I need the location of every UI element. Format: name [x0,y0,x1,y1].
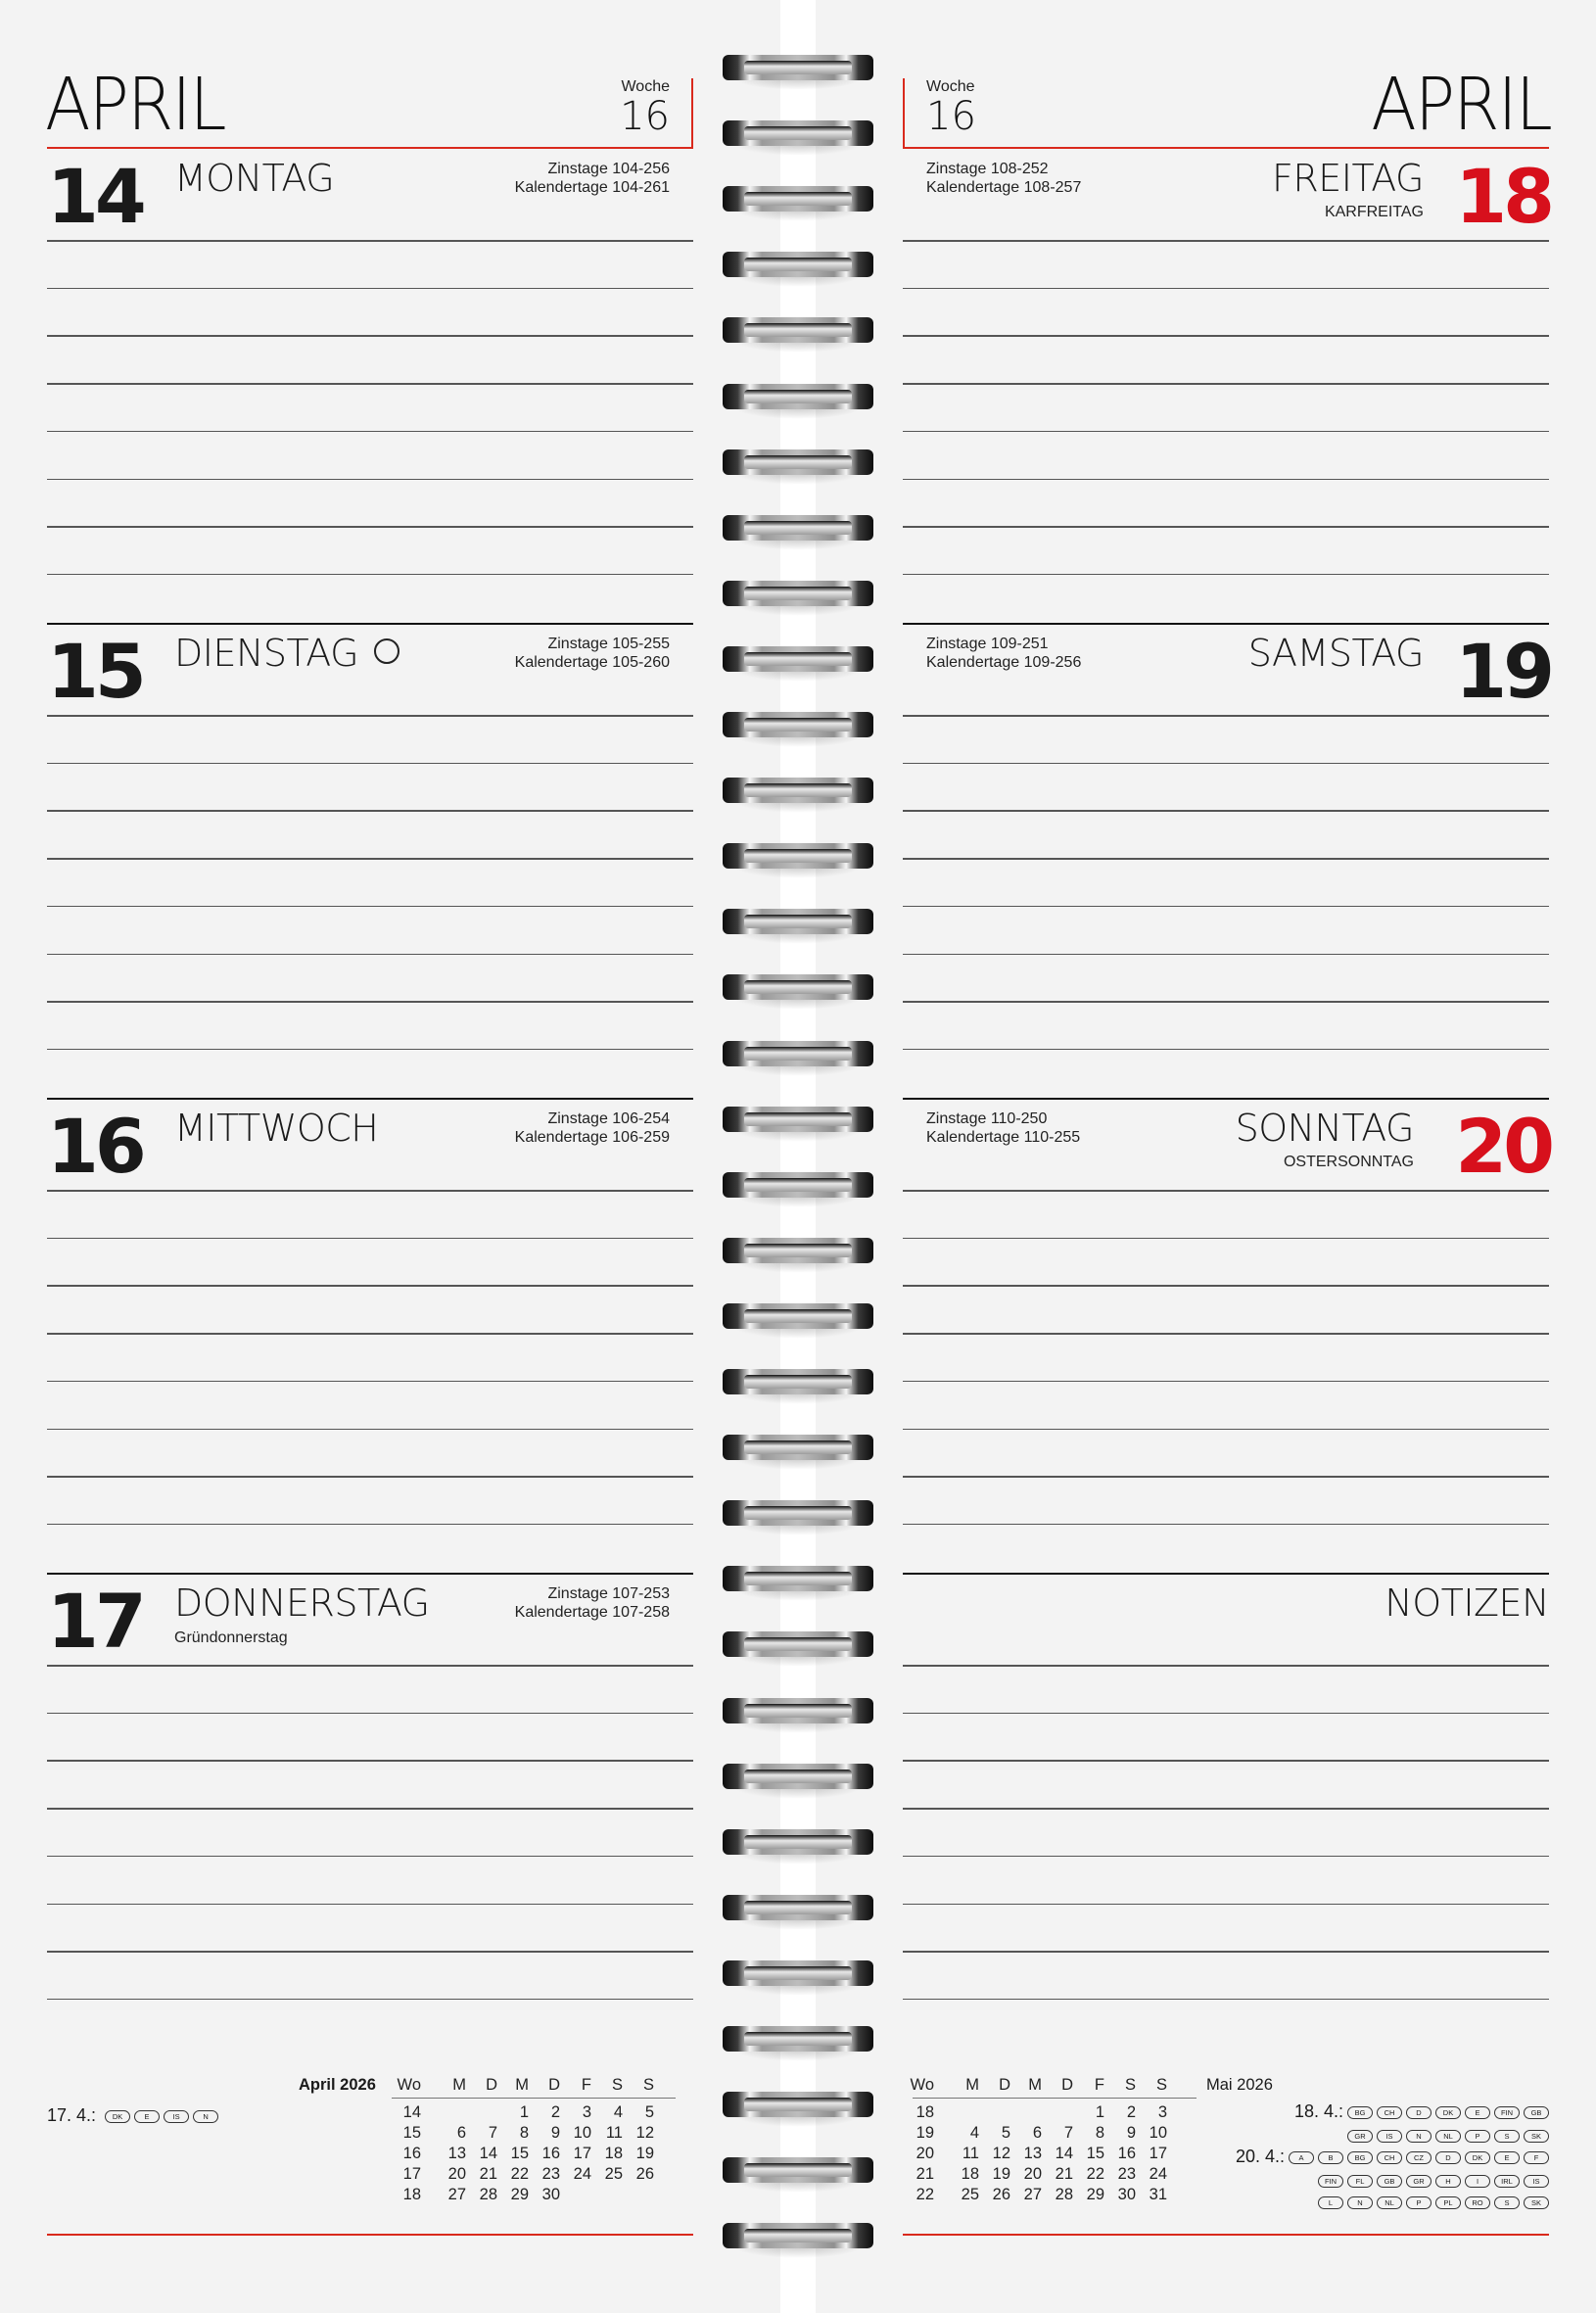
mini-calendar-day: 13 [447,2145,466,2162]
calendar-days: Kalendertage 104-261 [514,179,670,196]
country-chip: FL [1347,2175,1373,2188]
day-number: 15 [47,628,143,715]
mini-calendar-header: D [1061,2076,1073,2094]
country-chip: CH [1377,2151,1402,2164]
mini-calendar-header: M [965,2076,979,2094]
spiral-coil [723,1365,873,1398]
country-chip: E [134,2110,160,2123]
holiday-note: KARFREITAG [1324,204,1424,220]
writing-line [903,906,1549,908]
day-name: DIENSTAG [174,632,359,675]
country-chip: D [1435,2151,1461,2164]
mini-calendar-title: April 2026 [299,2076,376,2094]
writing-line [47,763,693,765]
writing-line [903,1999,1549,2001]
day-name: MONTAG [174,157,335,200]
writing-line [47,1999,693,2001]
writing-line [47,1665,693,1667]
writing-line [47,1760,693,1762]
writing-line [903,479,1549,481]
writing-line [47,288,693,290]
mini-calendar-may [910,2076,1197,2213]
writing-line [903,1856,1549,1858]
writing-line [47,1951,693,1953]
writing-line [47,858,693,860]
writing-line [47,431,693,433]
mini-calendar-day: 24 [573,2165,591,2183]
mini-calendar-day: 5 [644,2103,654,2121]
holiday-date-label: 20. 4.: [1235,2147,1285,2166]
country-chip: DK [1465,2151,1490,2164]
mini-calendar-day: 3 [1157,2103,1167,2121]
day-name: MITTWOCH [174,1107,379,1150]
mini-calendar-day: 28 [479,2186,497,2203]
spiral-coil [723,1168,873,1202]
calendar-days: Kalendertage 110-255 [926,1129,1081,1146]
mini-calendar-week: 14 [402,2103,421,2121]
spiral-coil [723,511,873,544]
mini-calendar-header: M [515,2076,529,2094]
mini-calendar-day: 4 [613,2103,623,2121]
day-name: DONNERSTAG [174,1581,430,1625]
writing-line [903,335,1549,337]
writing-line [47,479,693,481]
spiral-coil [723,1957,873,1990]
mini-calendar-week: 15 [402,2124,421,2142]
mini-calendar-day: 22 [510,2165,529,2183]
mini-calendar-day: 12 [992,2145,1010,2162]
right-month-title: APRIL [1371,63,1551,147]
mini-calendar-day: 22 [1086,2165,1104,2183]
country-chip: E [1465,2106,1490,2119]
holiday-countries-row [1294,2101,1549,2122]
country-chip: BG [1347,2106,1373,2119]
left-month-title: APRIL [45,63,225,147]
writing-line [903,858,1549,860]
day-separator [47,1573,693,1575]
mini-calendar-day: 12 [635,2124,654,2142]
mini-calendar-day: 19 [992,2165,1010,2183]
mini-calendar-day: 1 [519,2103,529,2121]
country-chip: N [1406,2130,1432,2143]
country-chip: SK [1524,2130,1549,2143]
spiral-coil [723,1825,873,1859]
calendar-days: Kalendertage 106-259 [514,1129,670,1146]
right-header-tick [903,78,905,149]
country-chip: GR [1347,2130,1373,2143]
country-chip: RO [1465,2196,1490,2209]
mini-calendar-week: 21 [915,2165,934,2183]
left-week-label: Woche [621,78,670,95]
country-chip: NL [1377,2196,1402,2209]
right-footer-rule [903,2234,1549,2236]
mini-calendar-april [392,2076,676,2213]
interest-days: Zinstage 105-255 [547,636,670,652]
holiday-countries-row [1343,2125,1549,2146]
spiral-coil [723,774,873,807]
spiral-coil [723,839,873,873]
country-chip: F [1524,2151,1549,2164]
mini-calendar-day: 4 [969,2124,979,2142]
writing-line [903,1904,1549,1906]
country-chip: CZ [1406,2151,1432,2164]
writing-line [903,1476,1549,1478]
mini-calendar-day: 10 [573,2124,591,2142]
spiral-coil [723,1234,873,1267]
mini-calendar-header: M [452,2076,466,2094]
writing-line [47,383,693,385]
writing-line [903,1049,1549,1051]
mini-calendar-rule [392,2098,676,2099]
writing-line [903,1665,1549,1667]
notes-title: NOTIZEN [1385,1581,1549,1625]
mini-calendar-day: 15 [1086,2145,1104,2162]
right-header-rule [903,147,1549,149]
writing-line [903,1951,1549,1953]
writing-line [903,763,1549,765]
writing-line [903,1381,1549,1383]
holiday-countries-row [1314,2170,1549,2191]
spiral-coil [723,117,873,150]
mini-calendar-day: 29 [1086,2186,1104,2203]
mini-calendar-day: 2 [550,2103,560,2121]
mini-calendar-title: Mai 2026 [1206,2076,1273,2094]
writing-line [47,1429,693,1431]
day-separator [903,1098,1549,1100]
spiral-coil [723,1496,873,1530]
spiral-coil [723,51,873,84]
writing-line [903,1333,1549,1335]
mini-calendar-day: 20 [447,2165,466,2183]
spiral-coil [723,1562,873,1595]
mini-calendar-header: M [1028,2076,1042,2094]
right-week-label: Woche [926,78,975,95]
mini-calendar-day: 7 [488,2124,497,2142]
spiral-coil [723,1431,873,1464]
day-name: SONNTAG [1235,1107,1414,1150]
mini-calendar-day: 11 [605,2124,623,2142]
mini-calendar-header: D [999,2076,1010,2094]
mini-calendar-header: S [611,2076,623,2094]
writing-line [47,810,693,812]
writing-line [47,1190,693,1192]
spiral-coil [723,2153,873,2187]
country-chip: P [1406,2196,1432,2209]
mini-calendar-header: S [1124,2076,1136,2094]
country-chip: GB [1377,2175,1402,2188]
mini-calendar-day: 30 [1117,2186,1136,2203]
writing-line [903,288,1549,290]
spiral-coil [723,2088,873,2121]
mini-calendar-day: 17 [1149,2145,1167,2162]
day-number: 16 [47,1103,143,1190]
spiral-coil [723,2219,873,2252]
holiday-countries-row [1314,2192,1549,2212]
spiral-coil [723,380,873,413]
writing-line [47,1713,693,1715]
mini-calendar-day: 15 [510,2145,529,2162]
country-chip: IRL [1494,2175,1520,2188]
mini-calendar-day: 21 [1055,2165,1073,2183]
writing-line [903,383,1549,385]
mini-calendar-day: 13 [1023,2145,1042,2162]
mini-calendar-day: 16 [1117,2145,1136,2162]
writing-line [47,1856,693,1858]
holiday-date-label: 18. 4.: [1293,2101,1343,2121]
spiral-coil [723,248,873,281]
country-chip: P [1465,2130,1490,2143]
spiral-coil [723,708,873,741]
mini-calendar-day: 26 [992,2186,1010,2203]
left-header-rule [47,147,693,149]
country-chip: A [1289,2151,1314,2164]
spiral-coil [723,1760,873,1793]
mini-calendar-day: 21 [479,2165,497,2183]
spiral-coil [723,905,873,938]
mini-calendar-day: 27 [1023,2186,1042,2203]
mini-calendar-day: 1 [1095,2103,1104,2121]
writing-line [47,1238,693,1240]
interest-days: Zinstage 106-254 [547,1110,670,1127]
country-chip: FIN [1494,2106,1520,2119]
country-chip: PL [1435,2196,1461,2209]
mini-calendar-day: 25 [604,2165,623,2183]
mini-calendar-day: 27 [447,2186,466,2203]
writing-line [903,526,1549,528]
mini-calendar-day: 28 [1055,2186,1073,2203]
day-number: 14 [47,153,143,240]
writing-line [903,1285,1549,1287]
mini-calendar-rule [913,2098,1197,2099]
day-separator [903,1573,1549,1575]
mini-calendar-day: 14 [1055,2145,1073,2162]
day-separator [47,623,693,625]
mini-calendar-day: 14 [479,2145,497,2162]
mini-calendar-day: 6 [456,2124,466,2142]
calendar-days: Kalendertage 107-258 [514,1604,670,1621]
mini-calendar-day: 19 [635,2145,654,2162]
day-number: 19 [1455,628,1551,715]
country-chip: N [1347,2196,1373,2209]
mini-calendar-day: 20 [1023,2165,1042,2183]
mini-calendar-day: 5 [1001,2124,1010,2142]
day-separator [47,1098,693,1100]
country-chip: FIN [1318,2175,1343,2188]
mini-calendar-header: S [642,2076,654,2094]
mini-calendar-week: 16 [402,2145,421,2162]
mini-calendar-day: 18 [961,2165,979,2183]
mini-calendar-header: Wo [910,2076,934,2094]
country-chip: L [1318,2196,1343,2209]
mini-calendar-week: 18 [402,2186,421,2203]
country-chip: SK [1524,2196,1549,2209]
country-chip: CH [1377,2106,1402,2119]
spiral-coil [723,577,873,610]
writing-line [47,1904,693,1906]
writing-line [903,240,1549,242]
country-chip: IS [164,2110,189,2123]
mini-calendar-day: 26 [635,2165,654,2183]
day-name: SAMSTAG [1247,632,1424,675]
spiral-coil [723,1037,873,1070]
mini-calendar-header: Wo [397,2076,421,2094]
holiday-countries-line [47,2105,218,2126]
writing-line [903,431,1549,433]
mini-calendar-day: 25 [961,2186,979,2203]
writing-line [903,1713,1549,1715]
holiday-note: OSTERSONNTAG [1283,1154,1414,1170]
writing-line [903,1808,1549,1810]
mini-calendar-day: 17 [573,2145,591,2162]
mini-calendar-day: 9 [1126,2124,1136,2142]
mini-calendar-day: 24 [1149,2165,1167,2183]
day-name: FREITAG [1271,157,1424,200]
left-week-number: 16 [620,94,670,139]
full-moon-icon [374,638,399,664]
writing-line [47,1049,693,1051]
country-chip: B [1318,2151,1343,2164]
country-chip: NL [1435,2130,1461,2143]
writing-line [47,1808,693,1810]
interest-days: Zinstage 108-252 [926,161,1049,177]
mini-calendar-header: F [581,2076,591,2094]
country-chip: DK [1435,2106,1461,2119]
country-chip: DK [105,2110,130,2123]
country-chip: S [1494,2130,1520,2143]
day-number: 17 [47,1578,143,1665]
mini-calendar-header: D [548,2076,560,2094]
writing-line [47,335,693,337]
mini-calendar-week: 17 [402,2165,421,2183]
writing-line [47,1381,693,1383]
interest-days: Zinstage 109-251 [926,636,1049,652]
country-chip: GB [1524,2106,1549,2119]
country-chip: BG [1347,2151,1373,2164]
spiral-coil [723,313,873,347]
spiral-coil [723,1103,873,1136]
writing-line [903,1190,1549,1192]
writing-line [47,1524,693,1526]
mini-calendar-day: 29 [510,2186,529,2203]
writing-line [903,1524,1549,1526]
mini-calendar-day: 31 [1149,2186,1167,2203]
holiday-countries-row [1236,2147,1549,2167]
mini-calendar-day: 8 [1095,2124,1104,2142]
writing-line [47,1285,693,1287]
mini-calendar-day: 18 [604,2145,623,2162]
holiday-countries-block [1214,2101,1549,2219]
spiral-coil [723,446,873,479]
country-chip: GR [1406,2175,1432,2188]
mini-calendar-week: 18 [915,2103,934,2121]
mini-calendar-day: 6 [1032,2124,1042,2142]
mini-calendar-day: 23 [1117,2165,1136,2183]
spiral-coil [723,1694,873,1727]
spiral-coil [723,182,873,215]
writing-line [903,1429,1549,1431]
writing-line [47,526,693,528]
country-chip: I [1465,2175,1490,2188]
spiral-coil [723,1628,873,1661]
writing-line [47,1333,693,1335]
writing-line [903,954,1549,956]
country-chip: E [1494,2151,1520,2164]
writing-line [47,574,693,576]
country-chip: IS [1524,2175,1549,2188]
mini-calendar-week: 22 [915,2186,934,2203]
mini-calendar-day: 23 [541,2165,560,2183]
writing-line [903,1760,1549,1762]
mini-calendar-day: 16 [541,2145,560,2162]
mini-calendar-day: 10 [1149,2124,1167,2142]
mini-calendar-header: D [486,2076,497,2094]
mini-calendar-day: 2 [1126,2103,1136,2121]
spiral-coil [723,2022,873,2055]
writing-line [47,1476,693,1478]
country-chip: N [193,2110,218,2123]
country-chip: S [1494,2196,1520,2209]
writing-line [47,1001,693,1003]
mini-calendar-week: 20 [915,2145,934,2162]
mini-calendar-day: 8 [519,2124,529,2142]
country-chip: IS [1377,2130,1402,2143]
mini-calendar-day: 7 [1063,2124,1073,2142]
mini-calendar-day: 3 [582,2103,591,2121]
spiral-coil [723,642,873,676]
day-number: 20 [1455,1103,1551,1190]
calendar-days: Kalendertage 109-256 [926,654,1082,671]
writing-line [47,954,693,956]
writing-line [47,906,693,908]
calendar-days: Kalendertage 108-257 [926,179,1082,196]
mini-calendar-header: F [1094,2076,1104,2094]
mini-calendar-day: 11 [962,2145,979,2162]
mini-calendar-day: 9 [550,2124,560,2142]
interest-days: Zinstage 110-250 [926,1110,1048,1127]
spiral-coil [723,970,873,1004]
writing-line [47,240,693,242]
spiral-coil [723,1891,873,1924]
interest-days: Zinstage 107-253 [547,1585,670,1602]
writing-line [903,715,1549,717]
writing-line [47,715,693,717]
day-number: 18 [1455,153,1551,240]
holiday-date-label: 17. 4.: [47,2105,97,2125]
left-header-tick [691,78,693,149]
spiral-coil [723,1299,873,1333]
holiday-note: Gründonnerstag [174,1629,288,1646]
day-separator [903,623,1549,625]
interest-days: Zinstage 104-256 [547,161,670,177]
mini-calendar-week: 19 [915,2124,934,2142]
right-week-number: 16 [926,94,976,139]
writing-line [903,574,1549,576]
left-footer-rule [47,2234,693,2236]
country-chip: D [1406,2106,1432,2119]
country-chip: H [1435,2175,1461,2188]
mini-calendar-header: S [1155,2076,1167,2094]
calendar-days: Kalendertage 105-260 [514,654,670,671]
mini-calendar-day: 30 [541,2186,560,2203]
writing-line [903,1238,1549,1240]
writing-line [903,810,1549,812]
writing-line [903,1001,1549,1003]
